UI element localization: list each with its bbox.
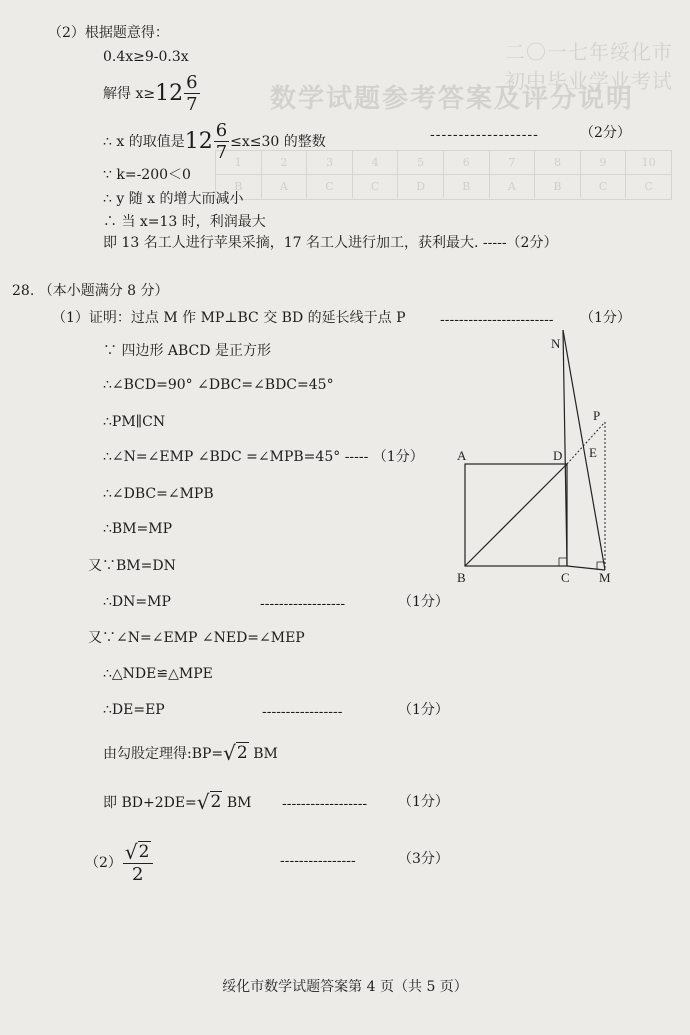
label-e: E [589,445,597,460]
range-suffix: ≤x≤30 的整数 [230,134,326,150]
bleed-through-cell: 2 [262,151,308,174]
bleed-through-cell: 1 [216,151,262,174]
q28-step-angle-pairs: 又∵∠N=∠EMP ∠NED=∠MEP [88,630,305,646]
result-prefix: 即 BD+2DE= [103,795,197,811]
conclusion-text: 即 13 名工人进行苹果采摘，17 名工人进行加工，获利最大. [103,235,479,251]
page-footer: 绥化市数学试题答案第 4 页（共 5 页） [222,979,468,995]
bleed-through-cell: B [216,175,262,198]
bleed-through-cell: 4 [353,151,399,174]
q28-step-bm-mp: ∴BM=MP [103,521,173,537]
bleed-through-title: 数学试题参考答案及评分说明 [270,84,635,114]
q28-result-score: （1分） [398,794,449,810]
equal-angles-dash: ----- [344,449,369,465]
range-dash: ------------------- [430,127,539,143]
q28-step-square: ∵ 四边形 ABCD 是正方形 [103,343,271,359]
q28-step-de-ep: ∴DE=EP [103,702,165,718]
label-a: A [457,448,467,463]
bleed-through-cell: B [444,175,490,198]
solution-prefix: 解得 x≥ [103,86,156,102]
part2-conclusion [103,234,557,252]
part2-answer-fraction: $\frac{√2}{2}$ [123,842,153,884]
bleed-through-header: 二〇一七年绥化市初中毕业学业考试 [505,40,673,93]
bleed-through-cell: 3 [307,151,353,174]
q28-step-result [103,790,252,814]
equal-angles-text: ∴∠N=∠EMP ∠BDC =∠MPB=45° [103,449,341,465]
range-score: （2分） [580,125,631,141]
part2-label: （2）根据题意得： [48,25,169,41]
q28-part2-score: （3分） [398,851,449,867]
label-p: P [593,408,601,423]
bleed-through-cell: 9 [581,151,627,174]
line-nm [563,330,605,570]
q28-step-parallel: ∴PM∥CN [103,414,166,430]
part2-x13: ∴ 当 x=13 时，利润最大 [103,214,266,230]
q28-step-congruent: ∴△NDE≌△MPE [103,666,213,682]
q28-step-dn-mp: ∴DN=MP [103,594,171,610]
equal-angles-score: （1分） [372,449,424,465]
q28-part2-dash: ---------------- [280,853,356,869]
part2-solution [103,74,201,114]
q28-de-score: （1分） [398,702,449,718]
q28-step-equal-angles [103,448,424,466]
bleed-through-cell: B [535,175,581,198]
result-suffix: BM [226,795,252,811]
q28-step-dbc-mpb: ∴∠DBC=∠MPB [103,486,214,502]
label-c: C [561,570,570,585]
conclusion-dash: ----- [482,235,507,251]
bleed-through-cell: 5 [398,151,444,174]
range-whole: 12 [184,129,213,154]
q28-step-bm-dn: 又∵BM=DN [88,558,176,574]
q28-step-angles: ∴∠BCD=90° ∠DBC=∠BDC=45° [103,377,334,393]
part2-inequality: 0.4x≥9-0.3x [103,49,189,65]
label-d: D [553,448,563,463]
q28-step-pythagoras [103,741,278,765]
bleed-through-cell: A [490,175,536,198]
mixed-fraction: $\frac{6}{7}$ [186,72,198,115]
part2-answer-label: （2） [85,855,122,871]
extension-dp [567,422,605,464]
q28-de-dash: ----------------- [262,704,343,720]
part2-monotone: ∴ y 随 x 的增大而减小 [103,191,244,207]
bleed-through-cell: 7 [490,151,536,174]
bleed-through-cell: C [353,175,399,198]
right-angle-c [559,558,567,566]
bleed-through-cell: 10 [641,156,656,169]
q28-title: 28. （本小题满分 8 分） [12,283,169,299]
geometry-figure [455,330,625,585]
pythagoras-prefix: 由勾股定理得:BP= [103,746,224,762]
sqrt-2: √2 [223,741,248,765]
pythagoras-suffix: BM [253,746,278,762]
label-b: B [457,570,466,585]
bleed-through-cell: C [581,175,627,198]
line-nc [563,330,567,566]
bleed-through-cell: C [307,175,353,198]
label-m: M [599,570,611,585]
bleed-through-cell: A [262,175,308,198]
bleed-through-cell: 8 [535,151,581,174]
mixed-whole: 12 [155,81,184,106]
q28-intro-dash: ------------------------ [440,312,554,328]
q28-result-dash: ------------------ [282,796,368,812]
bleed-through-cell: 6 [444,151,490,174]
q28-dn-dash: ------------------ [260,596,346,612]
conclusion-score: （2分） [506,235,558,251]
range-fraction: $\frac{6}{7}$ [215,120,228,163]
bleed-through-cell: D [398,175,444,198]
q28-intro-score: （1分） [580,310,631,326]
range-prefix: ∴ x 的取值是 [103,134,185,150]
q28-part2 [85,842,154,884]
diagonal-bd [465,464,567,566]
q28-proof-intro: （1）证明：过点 M 作 MP⊥BC 交 BD 的延长线于点 P [52,310,406,326]
part2-range [103,122,326,162]
sqrt-2-result: √2 [196,790,222,814]
q28-dn-score: （1分） [398,594,449,610]
bleed-through-cell: C [644,180,653,193]
part2-k: ∵ k=-200＜0 [103,167,191,183]
label-n: N [551,336,561,351]
